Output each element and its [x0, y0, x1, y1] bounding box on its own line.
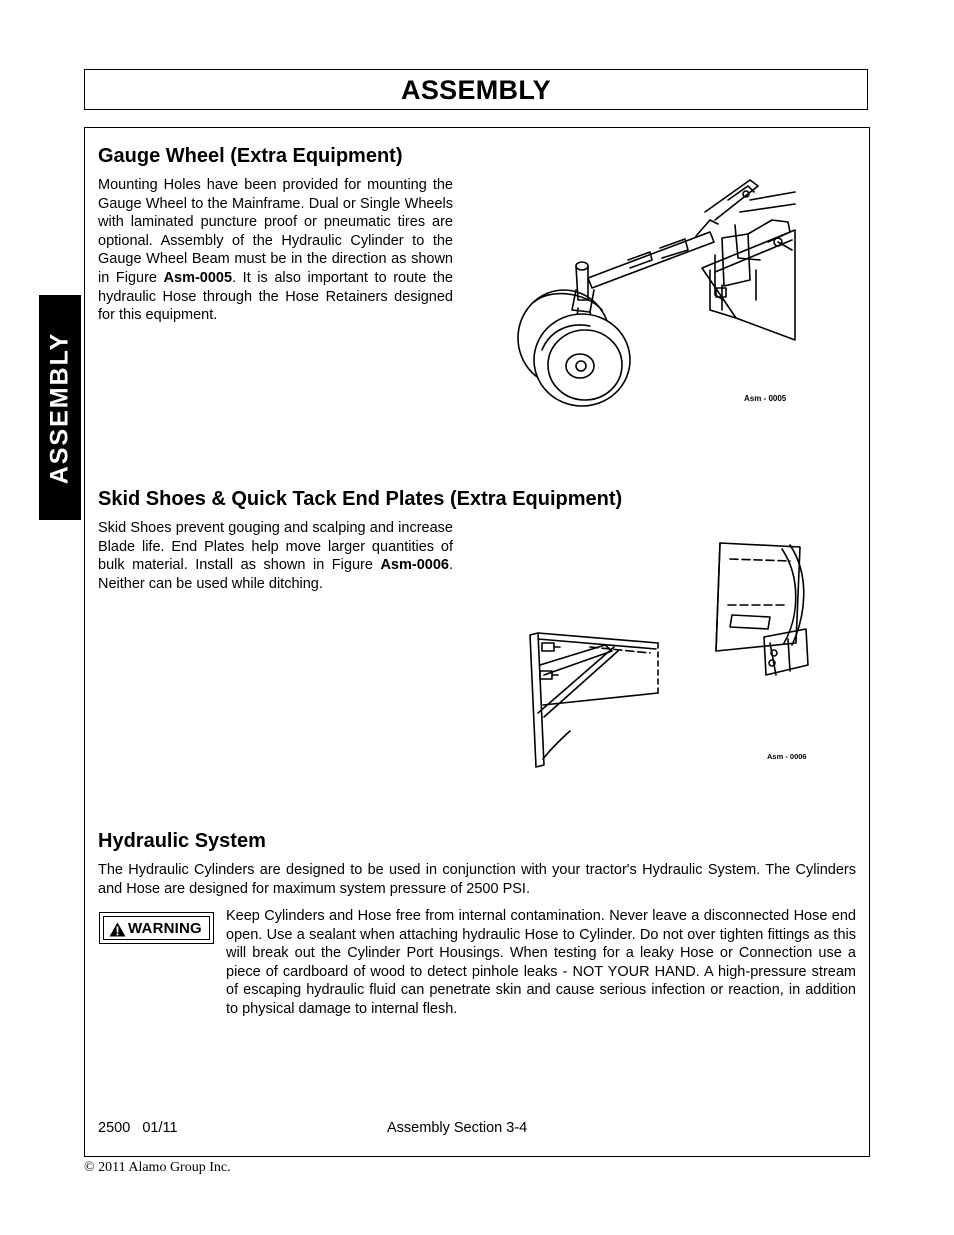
hydraulic-intro-paragraph: The Hydraulic Cylinders are designed to be used in conjunction with your tractor's Hydraulic System. The Cylinders and Hose are designed for maximum system pressure of 2500 PSI. [98, 862, 856, 897]
figure-ref-asm-0005: Asm-0005 [163, 269, 233, 286]
warning-triangle-icon [109, 922, 126, 937]
skid-shoes-illustration [510, 535, 820, 770]
side-section-tab [39, 295, 81, 520]
warning-label [99, 912, 214, 944]
gauge-wheel-paragraph: Mounting Holes have been provided for mounting the Gauge Wheel to the Mainframe. Dual or Single Wheels with laminated puncture proof or pneumatic tires are optional. Assembly of the Hydraulic Cylinder to the Gauge Wheel Beam must be in the direction as shown in Figure Asm-0005. It is also important to route the hydraulic Hose through the Hose Retainers designed for this equipment. [98, 177, 453, 324]
skid-shoes-heading: Skid Shoes & Quick Tack End Plates (Extra Equipment) [98, 488, 623, 510]
figure-caption-asm-0005: Asm - 0005 [744, 394, 787, 403]
page-header [84, 69, 868, 110]
gauge-wheel-heading: Gauge Wheel (Extra Equipment) [98, 145, 403, 167]
hydraulic-warning-paragraph: Keep Cylinders and Hose free from internal contamination. Never leave a disconnected Hose end open. Use a sealant when attaching hydraulic Hose to Cylinder. Do not over tighten fittings as this will break out the Cylinder Port Housings. When testing for a leaky Hose or Connection use a piece of cardboard of wood to detect pinhole leaks - NOT YOUR HAND. A high-pressure stream of escaping hydraulic fluid can penetrate skin and cause serious infection or reaction, in addition to physical damage to internal flesh. [226, 908, 856, 1017]
skid-shoes-paragraph: Skid Shoes prevent gouging and scalping and increase Blade life. End Plates help move larger quantities of bulk material. Install as shown in Figure Asm-0006. Neither can be used while ditching. [98, 520, 453, 592]
footer-section-page: Assembly Section 3-4 [387, 1120, 528, 1136]
gauge-wheel-illustration [510, 160, 810, 410]
copyright-notice: © 2011 Alamo Group Inc. [84, 1160, 231, 1175]
figure-ref-asm-0006: Asm-0006 [380, 557, 449, 574]
hydraulic-system-heading: Hydraulic System [98, 830, 266, 852]
page-title: ASSEMBLY [401, 75, 551, 105]
footer-model-date: 2500 01/11 [98, 1120, 178, 1136]
figure-caption-asm-0006: Asm - 0006 [767, 752, 807, 761]
warning-label-text: WARNING [128, 920, 202, 937]
side-tab-label: ASSEMBLY [45, 331, 74, 484]
